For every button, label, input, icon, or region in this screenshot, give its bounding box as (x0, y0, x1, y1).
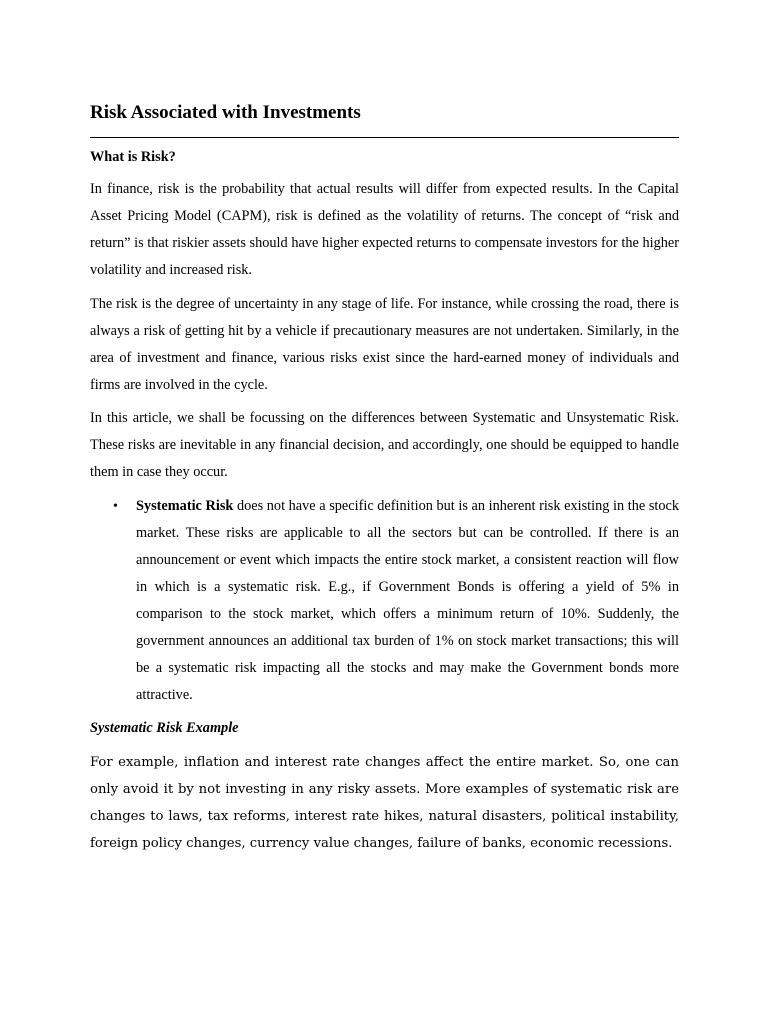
bullet-term: Systematic Risk (136, 498, 234, 514)
section-heading-what-is-risk: What is Risk? (90, 149, 176, 165)
paragraph-definition: In finance, risk is the probability that actual results will differ from expected results. In the Capital Asset Pricing Model (CAPM), risk is defined as the volatility of returns. The concept of “risk and return” is that riskier assets should have higher expected returns to compensate investors for the higher volatility and increased risk. (90, 181, 679, 278)
paragraph-uncertainty: The risk is the degree of uncertainty in any stage of life. For instance, while crossing the road, there is always a risk of getting hit by a vehicle if precautionary measures are not undertaken. Similarly, in the area of investment and finance, various risks exist since the hard-earned money of individuals and firms are involved in the cycle. (90, 296, 679, 393)
document-title: Risk Associated with Investments (90, 102, 361, 123)
bullet-text: does not have a specific definition but is an inherent risk existing in the stock market. These risks are applicable to all the sectors but can be controlled. If there is an announcement or event which impacts the entire stock market, a consistent reaction will flow in which is a systematic risk. E.g., if Government Bonds is offering a yield of 5% in comparison to the stock market, which offers a minimum return of 10%. Suddenly, the government announces an additional tax burden of 1% on stock market transactions; this will be a systematic risk impacting all the stocks and may make the Government bonds more attractive. (136, 498, 680, 703)
list-item-systematic-risk (113, 493, 680, 709)
title-divider (90, 137, 679, 138)
paragraph-article-focus: In this article, we shall be focussing on the differences between Systematic and Unsystematic Risk. These risks are inevitable in any financial decision, and accordingly, one should be equipped to handle them in case they occur. (90, 410, 679, 480)
bullet-icon: • (113, 499, 118, 514)
example-heading: Systematic Risk Example (90, 720, 239, 736)
paragraph-example: For example, inflation and interest rate changes affect the entire market. So, one can only avoid it by not investing in any risky assets. More examples of systematic risk are changes to laws, tax reforms, interest rate hikes, natural disasters, political instability, foreign policy changes, currency value changes, failure of banks, economic recessions. (90, 755, 679, 851)
